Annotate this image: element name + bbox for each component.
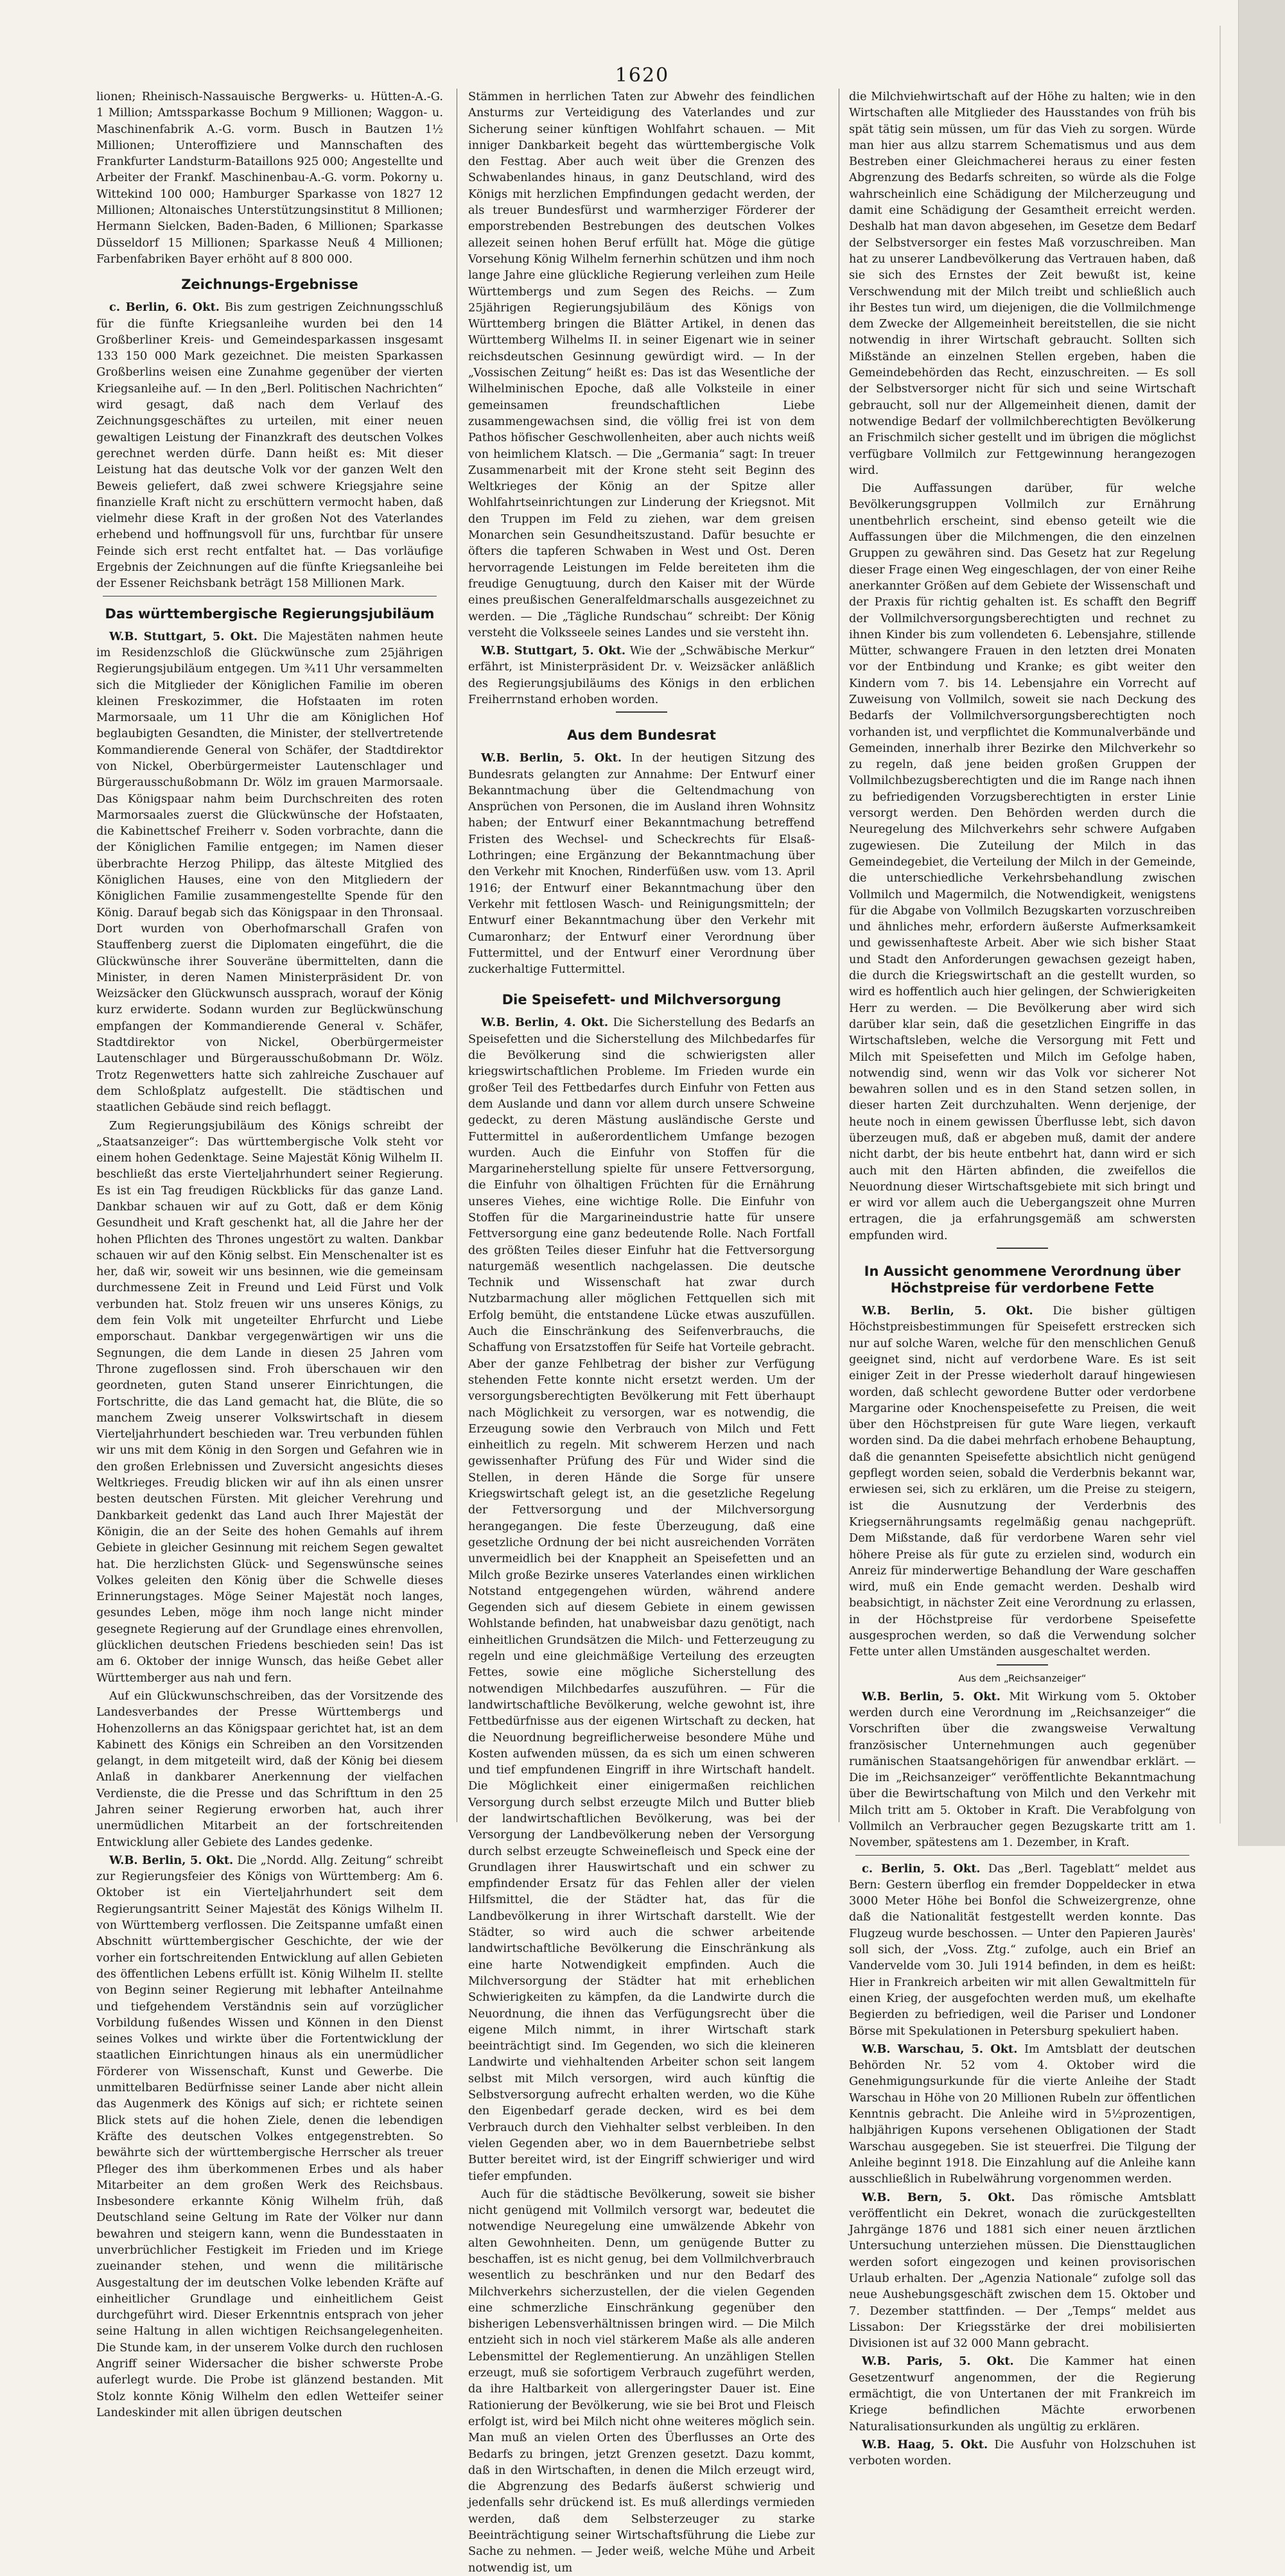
dateline: W.B. Berlin, 5. Okt. <box>109 1853 234 1867</box>
dateline: c. Berlin, 5. Okt. <box>862 1861 981 1875</box>
article-body: Die „Nordd. Allg. Zeitung“ schreibt zur Regierungsfeier des Königs von Württemberg: Am 6. Oktober ist ein Vierteljahrhundert seit dem Regierungsantritt Seiner Majestät des Königs Wilhelm II. von Württemberg verflossen. Die Zeitspanne umfaßt einen Abschnitt württembergischer Geschichte, der wie der vorher ein fortschreitenden Entwicklung auf allen Gebieten des öffentlichen Lebens erfüllt ist. König Wilhelm II. stellte von Beginn seiner Regierung mit lebhafter Anteilnahme und tiefgehendem Verständnis sein auf vorzüglicher Vorbildung fußendes Wissen und Können in den Dienst seines Volkes und wirkte über die Fortentwicklung der staatlichen Einrichtungen hinaus als ein unermüdlicher Förderer von Wissenschaft, Kunst und Gewerbe. Die unmittelbaren Bedürfnisse seiner Lande aber nicht allein das Augenmerk des Königs auf sich; er richtete seinen Blick stets auf die hohen Ziele, denen die lebendigen Kräfte des deutschen Volkes entgegenstrebten. So bewährte sich der württembergische Herrscher als treuer Pfleger des ihm überkommenen Erbes und als haber Mitarbeiter an dem großen Werk des Reichsbaus. Insbesondere erkannte König Wilhelm früh, daß Deutschland seine Geltung im Rate der Völker nur dann bewahren und steigern kann, wenn die Bundesstaaten in unverbrüchlicher Festigkeit im Frieden und im Kriege zueinander stehen, und wenn die militärische Ausgestaltung der im deutschen Volke lebenden Kräfte auf einheitlicher Grundlage und einheitlichem Geist durchgeführt wird. Dieser Erkenntnis entsprach von jeher seine Haltung in allen wichtigen Reichsangelegenheiten. Die Stunde kam, in der unserem Volke durch den ruchlosen Angriff seiner Widersacher die bisher schwerste Probe auferlegt wurde. Die Probe ist glänzend bestanden. Mit Stolz konnte König Wilhelm den edlen Wetteifer seiner Landeskinder mit allen übrigen deutschen <box>96 1853 444 2419</box>
column-right <box>849 89 1196 2468</box>
article-paragraph <box>849 2189 1196 2352</box>
article-paragraph <box>468 643 815 708</box>
dateline: W.B. Stuttgart, 5. Okt. <box>109 629 258 643</box>
divider <box>616 711 667 713</box>
article-body: Wie der „Schwäbische Merkur“ erfährt, ist Ministerpräsident Dr. v. Weizsäcker anläßlich des Regierungsjubiläums des Königs in den erblichen Freiherrnstand erhoben worden. <box>468 644 815 706</box>
dateline: W.B. Stuttgart, 5. Okt. <box>481 644 626 658</box>
article-paragraph <box>849 1689 1196 1851</box>
article-body: Die Majestäten nahmen heute im Residenzschloß die Glückwünsche zum 25jährigen Regierungsjubiläum entgegen. Um ¾11 Uhr versammelten sich die Mitglieder der Königlichen Familie im oberen kleinen Freskozimmer, die Hofstaaten im roten Marmorsaale, um 11 Uhr die am Königlichen Hof beglaubigten Gesandten, die Minister, der stellvertretende Kommandierende General von Schäfer, der Stadtdirektor von Nickel, Oberbürgermeister Lautenschlager und Bürgerausschußobmann Dr. Wölz im grauen Marmorsaale. Das Königspaar nahm beim Durchschreiten des roten Marmorsaales zuerst die Glückwünsche der Hofstaaten, die Kabinettschef Freiherr v. Soden vorbrachte, dann die der Königlichen Familie entgegen; im Namen dieser überbrachte Herzog Philipp, das älteste Mitglied des Königlichen Hauses, eine von den Mitgliedern der Königlichen Familie zusammengestellte Spende für den König. Darauf begab sich das Königspaar in den Thronsaal. Dort wurden von Oberhofmarschall Grafen von Stauffenberg zuerst die Diplomaten eingeführt, die die Glückwünsche ihrer Souveräne übermittelten, dann die Minister, in deren Namen Ministerpräsident Dr. von Weizsäcker den Glückwunsch aussprach, worauf der König kurz erwiderte. Sodann wurden zur Beglückwünschung empfangen der Kommandierende General v. Schäfer, Stadtdirektor von Nickel, Oberbürgermeister Lautenschlager und Bürgerausschußobmann Dr. Wölz. Trotz Regenwetters hatte sich zahlreiche Zuschauer auf dem Schloßplatz aufgestellt. Die städtischen und staatlichen Gebäude sind reich beflaggt. <box>96 629 443 1115</box>
scan-margin-strip <box>1238 0 1285 1846</box>
article-paragraph: Die Auffassungen darüber, für welche Bevölkerungsgruppen Vollmilch zur Ernährung unentbehrlich erscheint, sind ebenso geteilt wie die Auffassungen über die Milchmengen, die den einzelnen Gruppen zu gewähren sind. Das Gesetz hat zur Regelung dieser Frage einen Weg eingeschlagen, der von einer Reihe anerkannter Größen auf dem Gebiete der Wissenschaft und der Praxis für richtig gehalten ist. Es schafft den Begriff der Vollmilchversorgungsberechtigten und rechnet zu ihnen Kinder bis zum vollendeten 6. Lebensjahre, stillende Mütter, schwangere Frauen in den letzten drei Monaten vor der Entbindung und Kranke; es gibt weiter den Kindern vom 7. bis 14. Lebensjahre ein Vorrecht auf Zuweisung von Vollmilch, soweit sie nach Deckung des Bedarfs der Vollmilchversorgungsberechtigten noch vorhanden ist, und verpflichtet die Kommunalverbände und Gemeinden, innerhalb ihrer Bezirke den Milchverkehr so zu regeln, daß jene beiden großen Gruppen der Vollmilchbezugsberechtigten und die im Range nach ihnen zu befriedigenden Vorzugsberechtigten in erster Linie versorgt werden. Den Behörden werden durch die Neuregelung des Milchverkehrs sehr schwere Aufgaben zugewiesen. Die Zuteilung der Milch in das Gemeindegebiet, die Verteilung der Milch in der Gemeinde, die unterschiedliche Verkehrsbehandlung zwischen Vollmilch und Magermilch, die Notwendigkeit, wenigstens für die Abgabe von Vollmilch Bezugskarten vorzuschreiben und ähnliches mehr, erfordern äußerste Aufmerksamkeit und gewissenhafteste Arbeit. Aber wie sich bisher Staat und Stadt den Anforderungen gewachsen gezeigt haben, die durch die Kriegswirtschaft an die gestellt wurden, so wird es hoffentlich auch hier gelingen, der Schwierigkeiten Herr zu werden. — Die Bevölkerung aber wird sich darüber klar sein, daß die gesetzlichen Eingriffe in das Wirtschaftsleben, welche die Versorgung mit Fett und Milch mit Speisefetten und Milch im Gefolge haben, notwendig sind, wenn wir das Volk vor sicherer Not bewahren sollen und es in den Stand setzen sollen, in dieser harten Zeit durchzuhalten. Wenn derjenige, der heute noch in einem gewissen Überflusse lebt, sich davon überzeugen muß, daß er abgeben muß, damit der andere nicht darbt, der bis heute entbehrt hat, dann wird er sich auch mit den Härten abfinden, die zweifellos die Neuordnung dieser Wirtschaftsgebiete mit sich bringt und er wird vor allem auch die Uebergangszeit ohne Murren ertragen, die ja erfahrungsgemäß am schwersten empfunden wird. <box>849 482 1196 1242</box>
divider <box>997 1248 1048 1249</box>
continued-list-text: lionen; Rheinisch-Nassauische Bergwerks- u. Hütten-A.-G. 1 Million; Amtssparkasse Bochum 9 Millionen; Waggon- u. Maschinenfabrik A.-G. vorm. Busch in Bautzen 1½ Millionen; Unteroffiziere und Mannschaften des Frankfurter Landsturm-Bataillons 925 000; Angestellte und Arbeiter der Frankf. Maschinenbau-A.-G. vorm. Pokorny u. Wittekind 100 000; Hamburger Sparkasse von 1827 12 Millionen; Altonaisches Unterstützungsinstitut 8 Millionen; Hermann Sielcken, Baden-Baden, 6 Millionen; Sparkasse Düsseldorf 15 Millionen; Sparkasse Neuß 4 Millionen; Farbenfabriken Bayer erhöht auf 8 800 000. <box>96 90 443 266</box>
article-body: Im Amtsblatt der deutschen Behörden Nr. 52 vom 4. Oktober wird die Genehmigungsurkunde für die vierte Anleihe der Stadt Warschau in Höhe von 20 Millionen Rubeln zur öffentlichen Kenntnis gebracht. Die Anleihe wird in 5½prozentigen, halbjährigen Kupons versehenen Obligationen der Stadt Warschau ausgegeben. Sie ist steuerfrei. Die Tilgung der Anleihe beginnt 1918. Die Einzahlung auf die Anleihe kann ausschließlich in Rubelwährung vorgenommen werden. <box>849 2042 1196 2186</box>
section-heading: In Aussicht genommene Verordnung über Höchstpreise für verdorbene Fette <box>864 1264 1181 1296</box>
article-paragraph <box>96 629 443 1116</box>
article-body: Das römische Amtsblatt veröffentlicht ein Dekret, wonach die zurückgestellten Jahrgänge 1876 und 1881 sich einer neuen ärztlichen Untersuchung unterziehen müssen. Die Diensttauglichen werden sofort eingezogen und keinen provisorischen Urlaub erhalten. Der „Agenzia Nationale“ zufolge soll das neue Aushebungsgeschäft zwischen dem 15. Oktober und 7. Dezember stattfinden. — Der „Temps“ meldet aus Lissabon: Der Kriegsstärke der drei mobilisierten Divisionen ist auf 32 000 Mann gebracht. <box>849 2190 1196 2351</box>
article-paragraph <box>468 750 815 977</box>
section-heading: Die Speisefett- und Milchversorgung <box>502 992 782 1008</box>
article-paragraph <box>849 2041 1196 2188</box>
article-body: Mit Wirkung vom 5. Oktober werden durch eine Verordnung im „Reichsanzeiger“ die Vorschriften über die zwangsweise Verwaltung französischer Unternehmungen auch gegenüber rumänischen Staatsangehörigen für anwendbar erklärt. — Die im „Reichsanzeiger“ veröffentlichte Bekanntmachung über die Bewirtschaftung von Milch und den Verkehr mit Milch tritt am 5. Oktober in Kraft. Die Verabfolgung von Vollmilch an Verbraucher gegen Bezugskarte tritt am 1. November, spätestens am 1. Dezember, in Kraft. <box>849 1689 1196 1850</box>
section-heading: Aus dem Bundesrat <box>567 727 716 744</box>
article-paragraph <box>849 1861 1196 2039</box>
dateline: W.B. Berlin, 5. Okt. <box>862 1689 1001 1703</box>
article-paragraph <box>468 1014 815 2184</box>
dateline: W.B. Berlin, 5. Okt. <box>862 1304 1033 1318</box>
article-paragraph <box>849 2437 1196 2469</box>
continued-article-text: die Milchviehwirtschaft auf der Höhe zu halten; wie in den Wirtschaften alle Mitglieder des Hausstandes von früh bis spät tätig sein müssen, um für das Vieh zu sorgen. Würde man hier aus allzu starrem Schematismus und aus dem Bestreben einer Gleichmacherei heraus zu einer festen Abgrenzung des Bedarfs schreiten, so würde als die Folge wahrscheinlich eine Schädigung der Milcherzeugung und damit eine Schädigung der Gesamtheit erreicht werden. Deshalb hat man davon abgesehen, im Gesetze dem Bedarf der Selbstversorger ein festes Maß vorzuschreiben. Man hat zu unserer Landbevölkerung das Vertrauen haben, daß sie sich des Ernstes der Zeit bewußt ist, keine Verschwendung mit der Milch treibt und schließlich auch ihr Bestes tun wird, um diejenigen, die die Vollmilchmenge dem Zwecke der Allgemeinheit bereitstellen, die sie nicht notwendig in ihrer Wirtschaft gebraucht. Sollten sich Mißstände an einzelnen Stellen ergeben, haben die Gemeindebehörden das Recht, einzuschreiten. — Es soll der Selbstversorger nicht für sich und seine Wirtschaft gebraucht, soll nur der Allgemeinheit dienen, damit der notwendige Bedarf der vollmilchberechtigten Bevölkerung an Frischmilch sicher gestellt und im übrigen die möglichst verfügbare Vollmilch zur Fettgewinnung herangezogen wird. <box>849 90 1196 477</box>
scan-edge-shadow <box>1219 26 1221 1823</box>
article-body: Das „Berl. Tageblatt“ meldet aus Bern: Gestern überflog ein fremder Doppeldecker in etwa 3000 Meter Höhe bei Bonfol die Schweizergrenze, ohne daß die Nationalität festgestellt werden konnte. Das Flugzeug wurde beschossen. — Unter den Papieren Jaurès' soll sich, der „Voss. Ztg.“ zufolge, auch ein Brief an Vandervelde vom 30. Juli 1914 befinden, in dem es heißt: Hier in Frankreich arbeiten wir mit allen Gewaltmitteln für einen Krieg, der ausgefochten werden muß, um ekelhafte Begierden zu befriedigen, weil die Pariser und Londoner Börse mit Spekulationen in Petersburg spekuliert haben. <box>849 1861 1196 2038</box>
dateline: W.B. Berlin, 4. Okt. <box>481 1016 609 1030</box>
dateline: W.B. Paris, 5. Okt. <box>862 2354 1014 2369</box>
article-paragraph <box>96 299 443 591</box>
continued-article-text: Stämmen in herrlichen Taten zur Abwehr des feindlichen Ansturms zur Verteidigung des Vaterlandes und zur Sicherung seiner künftigen Wohlfahrt schauen. — Mit inniger Dankbarkeit begeht das württembergische Volk den Festtag. Aber auch weit über die Grenzen des Schwabenlandes hinaus, in ganz Deutschland, wird des Königs mit herzlichen Empfindungen gedacht werden, der als treuer Bundesfürst und warmherziger Förderer der emporstrebenden Bestrebungen des deutschen Volkes allezeit seinen hohen Beruf erfüllt hat. Möge die gütige Vorsehung König Wilhelm fernerhin schützen und ihm noch lange Jahre eine glückliche Regierung verleihen zum Heile Württembergs und zum Segen des Reichs. — Zum 25jährigen Regierungsjubiläum des Königs von Württemberg bringen die Blätter Artikel, in denen das Württemberg Wilhelms II. in seiner Eigenart wie in seiner reichsdeutschen Gesinnung gewürdigt wird. — In der „Vossischen Zeitung“ heißt es: Das ist das Wesentliche der Wilhelminischen Epoche, daß alle Volksteile in einer gemeinsamen freundschaftlichen Liebe zusammengewachsen sind, die völlig frei ist von dem Pathos höfischer Geschwollenheiten, aber auch nichts weiß von heimlichem Klatsch. — Die „Germania“ sagt: In treuer Zusammenarbeit mit der Krone steht seit Beginn des Weltkrieges der König an der Spitze aller Wohlfahrtseinrichtungen zur Linderung der Kriegsnot. Mit den Truppen im Feld zu ziehen, war dem greisen Monarchen sein Gesundheitszustand. Dafür besuchte er öfters die tapferen Schwaben in West und Ost. Deren hervorragende Leistungen im Felde bereiteten ihm die freudige Genugtuung, durch den Kaiser mit der Würde eines preußischen Generalfeldmarschalls ausgezeichnet zu werden. — Die „Tägliche Rundschau“ schreibt: Der König versteht die Volksseele seines Landes und sie versteht ihn. <box>468 90 815 640</box>
article-paragraph: Auf ein Glückwunschschreiben, das der Vorsitzende des Landesverbandes der Presse Württembergs und Hohenzollerns an das Königspaar gerichtet hat, ist an dem Kabinett des Königs ein Schreiben an den Vorsitzenden gelangt, in dem mitgeteilt wird, daß der König bei diesem Anlaß in dankbarer Anerkennung der vielfachen Verdienste, die die Presse und das Schrifttum in den 25 Jahren seiner Regierung erworben hat, auch ihrer unermüdlichen Mitarbeit an der fortschreitenden Entwicklung aller Gebiete des Landes gedenke. <box>96 1689 443 1849</box>
dateline: W.B. Warschau, 5. Okt. <box>862 2042 1018 2056</box>
dateline: W.B. Bern, 5. Okt. <box>862 2190 1015 2204</box>
article-paragraph <box>849 1303 1196 1660</box>
section-heading: Zeichnungs-Ergebnisse <box>181 277 358 293</box>
page-number: 1620 <box>615 64 670 87</box>
article-body: In der heutigen Sitzung des Bundesrats gelangten zur Annahme: Der Entwurf einer Bekanntmachung über die Geltendmachung von Ansprüchen von Personen, die im Ausland ihren Wohnsitz haben; der Entwurf einer Bekanntmachung betreffend Fristen des Wechsel- und Scheckrechts für Elsaß-Lothringen; eine Ergänzung der Bekanntmachung über den Verkehr mit Knochen, Rinderfüßen usw. vom 13. April 1916; der Entwurf einer Bekanntmachung über den Verkehr mit fettlosen Wasch- und Reinigungsmitteln; der Entwurf einer Bekanntmachung über den Verkehr mit Cumaronharz; der Entwurf einer Verordnung über Futtermittel, und der Entwurf einer Verordnung über zuckerhaltige Futtermittel. <box>468 751 815 977</box>
divider <box>997 1664 1048 1666</box>
subsection-heading: Aus dem „Reichsanzeiger“ <box>958 1672 1087 1684</box>
article-body: Die Sicherstellung des Bedarfs an Speisefetten und die Sicherstellung des Milchbedarfes für die Bevölkerung sind die schwierigsten aller kriegswirtschaftlichen Probleme. Im Frieden wurde ein großer Teil des Fettbedarfes durch Einfuhr von Fetten aus dem Auslande und dann vor allem durch unsere Schweine gedeckt, zu deren Mästung ausländische Gerste und Futtermittel in außerordentlichem Umfange bezogen wurden. Auch die Einfuhr von Stoffen für die Margarineherstellung spielte für unsere Fettversorgung, die Einfuhr von ölhaltigen Früchten für die Ernährung unseres Viehes, eine wichtige Rolle. Die Einfuhr von Stoffen für die Margarineindustrie hatte für unsere Fettversorgung eine ganz bedeutende Rolle. Nach Fortfall des größten Teiles dieser Einfuhr hat die Fettversorgung naturgemäß wesentlich nachgelassen. Die deutsche Technik und Wissenschaft hat zwar durch Nutzbarmachung aller möglichen Fettquellen sich mit Erfolg bemüht, die entstandene Lücke etwas auszufüllen. Auch die Einschränkung des Seifenverbrauchs, die Schaffung von Ersatzstoffen für Seife hat Vorteile gebracht. Aber der ganze Fehlbetrag der bisher zur Verfügung stehenden Fette konnte nicht ersetzt werden. Um der versorgungsberechtigten Bevölkerung mit Fett überhaupt nach Möglichkeit zu versorgen, war es notwendig, die Erzeugung sowie den Verbrauch von Milch und Fett einheitlich zu regeln. Mit schwerem Herzen und nach gewissenhafter Prüfung des Für und Wider sind die Stellen, in deren Hände die Sorge für unsere Kriegswirtschaft gelegt ist, an die gesetzliche Regelung der Fettversorgung und der Milchversorgung herangegangen. Die feste Überzeugung, daß eine gesetzliche Ordnung der bei nicht ausreichenden Vorräten unvermeidlich bei der Knappheit an Speisefetten und an Milch große Bezirke unseres Vaterlandes einen wirklichen Notstand entgegengehen würden, während andere Gegenden sich auf diesem Gebiete in einem gewissen Wohlstande befinden, hat unabweisbar dazu genötigt, nach einheitlichen Grundsätzen die Milch- und Fetterzeugung zu regeln und eine gleichmäßige Verteilung des erzeugten Fettes, sowie eine mögliche Sicherstellung des notwendigen Milchbedarfes auszuführen. — Für die landwirtschaftliche Bevölkerung, welche gewohnt ist, ihre Fettbedürfnisse aus der eigenen Wirtschaft zu decken, hat die Neuordnung begreiflicherweise besondere Mühe und Kosten aufwenden müssen, da es sich um einen schweren und tief empfundenen Eingriff in ihre Wirtschaft handelt. Die Möglichkeit einer einigermaßen reichlichen Versorgung durch selbst erzeugte Milch und Butter blieb der landwirtschaftlichen Bevölkerung, was bei der Versorgung der Landbevölkerung neben der Versorgung durch selbst erzeugte Schweinefleisch und Speck eine der Grundlagen ihrer Hauswirtschaft und ein schwer zu empfindender Ersatz für das Fehlen aller der vielen Hilfsmittel, die der Städter hat, das für die Landbevölkerung in ihrer Wirtschaft darstellt. Wie der Städter, so wird auch die schwer arbeitende landwirtschaftliche Bevölkerung die Einschränkung als eine harte Notwendigkeit empfinden. Auch die Milchversorgung der Städter hat mit erheblichen Schwierigkeiten zu kämpfen, da die Landwirte durch die Neuordnung, die ihnen das Verfügungsrecht über die eigene Milch nimmt, in ihrer Wirtschaft stark beeinträchtigt sind. Im Gegenden, wo sich die kleineren Landwirte und viehhaltenden Arbeiter schon seit langem selbst mit Milch versorgen, wird auch künftig die Selbstversorgung aufrecht erhalten werden, wo die Kühe den Eigenbedarf gerade decken, wird es bei dem Verbrauch durch den Viehhalter selbst verbleiben. In den vielen Gegenden aber, wo in dem Bauernbetriebe selbst Butter bereitet wird, ist der Eingriff schwieriger und wird tiefer empfunden. <box>468 1016 816 2183</box>
section-heading: Das württembergische Regierungsjubiläum <box>105 605 435 622</box>
article-paragraph <box>849 2353 1196 2434</box>
article-body: Die bisher gültigen Höchstpreisbestimmungen für Speisefett erstrecken sich nur auf solche Waren, welche für den menschlichen Genuß geeignet sind, nicht auf verdorbene Ware. Es ist seit einiger Zeit in der Presse wiederholt darauf hingewiesen worden, daß schlecht gewordene Butter oder verdorbene Margarine oder Knochenspeisefette zu Preisen, die weit über den Höchstpreisen für gute Ware liegen, verkauft worden sind. Da die dabei mehrfach erhobene Behauptung, daß die genannten Speisefette absichtlich nicht genügend gepflegt worden seien, sobald die Verderbnis bekannt war, erwiesen sei, sich zu erklären, um die Preise zu steigern, ist die Ausnutzung der Verderbnis des Kriegsernährungsamts regelmäßig genau nachgeprüft. Dem Mißstande, daß für verdorbene Waren sehr viel höhere Preise als für gute zu erzielen sind, wodurch ein Anreiz für minderwertige Behandlung der Ware geschaffen wird, muß ein Ende gemacht werden. Deshalb wird beabsichtigt, in nächster Zeit eine Verordnung zu erlassen, in der Höchstpreise für verdorbene Speisefette ausgesprochen werden, so daß die Verwendung solcher Fette unter allen Umständen ausgeschaltet werden. <box>849 1304 1196 1659</box>
dateline: W.B. Berlin, 5. Okt. <box>481 751 622 765</box>
column-middle <box>468 89 816 2575</box>
article-body: Die Ausfuhr von Holzschuhen ist verboten worden. <box>849 2437 1196 2468</box>
dateline: W.B. Haag, 5. Okt. <box>862 2437 988 2451</box>
article-body: Die Kammer hat einen Gesetzentwurf angenommen, der die Regierung ermächtigt, die von Untertanen der mit Frankreich im Kriege befindlichen Mächte erworbenen Naturalisationsurkunden als ungültig zu erklären. <box>849 2354 1196 2433</box>
article-paragraph <box>96 1852 443 2421</box>
article-paragraph: Zum Regierungsjubiläum des Königs schreibt der „Staatsanzeiger“: Das württembergische Volk steht vor einem hohen Gedenktage. Seine Majestät König Wilhelm II. beschließt das erste Vierteljahrhundert seiner Regierung. Es ist ein Tag freudigen Rückblicks für das ganze Land. Dankbar schauen wir auf zu Gott, daß er dem König Gesundheit und Kraft geschenkt hat, all die Jahre her der hohen Pflichten des Thrones ungestört zu walten. Dankbar schauen wir auf den König selbst. Ein Menschenalter ist es her, daß wir, soweit wir uns besinnen, wie die gemeinsam durchmessene Zeit in Freund und Leid Fürst und Volk verbunden hat. Stolz freuen wir uns unseres Königs, zu dem fein Volk mit ungeteilter Ehrfurcht und Liebe emporschaut. Dankbar vergegenwärtigen wir uns die Segnungen, die dem Lande in diesen 25 Jahren vom Throne zugeflossen sind. Froh überschauen wir den geordneten, guten Stand unserer Einrichtungen, die Fortschritte, die das Land gemacht hat, die Blüte, die so manchem Zweig unserer Volkswirtschaft in diesem Vierteljahrhundert beschieden war. Treu verbunden fühlen wir uns mit dem König in den Sorgen und Gefahren wie in den großen Erlebnissen und Zuversicht angesichts dieses Weltkrieges. Freudig blicken wir auf ihn als einen unsrer besten deutschen Fürsten. Mit gleicher Verehrung und Dankbarkeit gedenkt das Land auch Ihrer Majestät der Königin, die an der Seite des hohen Gemahls auf ihrem Gebiete in gleicher Gesinnung mit reichem Segen gewaltet hat. Die herzlichsten Glück- und Segenswünsche seines Volkes geleiten den König über die Schwelle dieses Erinnerungstages. Möge Seiner Majestät noch langes, gesundes Leben, möge ihm noch lange nicht minder gesegnete Regierung auf der Grundlage eines ehrenvollen, glücklichen deutschen Friedens beschieden sein! Das ist am 6. Oktober der innige Wunsch, das heiße Gebet aller Württemberger aus nah und fern. <box>96 1118 443 1685</box>
article-paragraph: Auch für die städtische Bevölkerung, soweit sie bisher nicht genügend mit Vollmilch versorgt war, bedeutet die notwendige Neuregelung eine umwälzende Abkehr von alten Gewohnheiten. Denn, um genügende Butter zu beschaffen, ist es nicht genug, bei dem Vollmilchverbrauch wesentlich zu beschränken und nur den Bedarf des Milchverkehrs sicherzustellen, der die vielen Gegenden eine schmerzliche Einschränkung gegenüber den bisherigen Lebensverhältnissen bringen wird. — Die Milch entzieht sich in noch viel stärkerem Maße als alle anderen Lebensmittel der Reglementierung. An unzähligen Stellen erzeugt, muß sie sofortigem Verbrauch zugeführt werden, da ihre Haltbarkeit von allergeringster Dauer ist. Eine Rationierung der Bevölkerung, wie sie bei Brot und Fleisch erfolgt ist, wird bei Milch nicht ohne weiteres möglich sein. Man muß an vielen Orten des Überflusses an Orte des Bedarfs zu bringen, jetzt Grenzen gesetzt. Dazu kommt, daß in den Wirtschaften, in denen die Milch erzeugt wird, die Abgrenzung des Bedarfs äußerst schwierig und jedenfalls sehr drückend ist. Es muß allerdings vermieden werden, daß dem Selbsterzeuger zu starke Beeinträchtigung seiner Wirtschaftsführung die Liebe zur Sache zu nehmen. — Jeder weiß, welche Mühe und Arbeit notwendig ist, um <box>468 2187 815 2575</box>
divider <box>855 1855 1189 1856</box>
article-body: Bis zum gestrigen Zeichnungsschluß für die fünfte Kriegsanleihe wurden bei den 14 Großberliner Kreis- und Gemeindesparkassen insgesamt 133 150 000 Mark gezeichnet. Die meisten Sparkassen Großberlins weisen eine Zunahme gegenüber der vierten Kriegsanleihe auf. — In den „Berl. Politischen Nachrichten“ wird gesagt, daß nach dem Verlauf des Zeichnungsgeschäftes zu urteilen, mit einer neuen gewaltigen Leistung der Finanzkraft des deutschen Volkes gerechnet werden dürfe. Dann heißt es: Mit dieser Leistung hat das deutsche Volk vor der ganzen Welt den Beweis geliefert, daß zwei schwere Kriegsjahre seine finanzielle Kraft nicht zu erschüttern vermocht haben, daß vielmehr diese Kraft in der großen Not des Vaterlandes erhebend und hoffnungsvoll für uns, furchtbar für unsere Feinde sich erst recht entfaltet hat. — Das vorläufige Ergebnis der Zeichnungen auf die fünfte Kriegsanleihe bei der Essener Reichsbank beträgt 158 Millionen Mark. <box>96 300 444 591</box>
dateline: c. Berlin, 6. Okt. <box>109 300 220 315</box>
column-left <box>96 89 444 2419</box>
